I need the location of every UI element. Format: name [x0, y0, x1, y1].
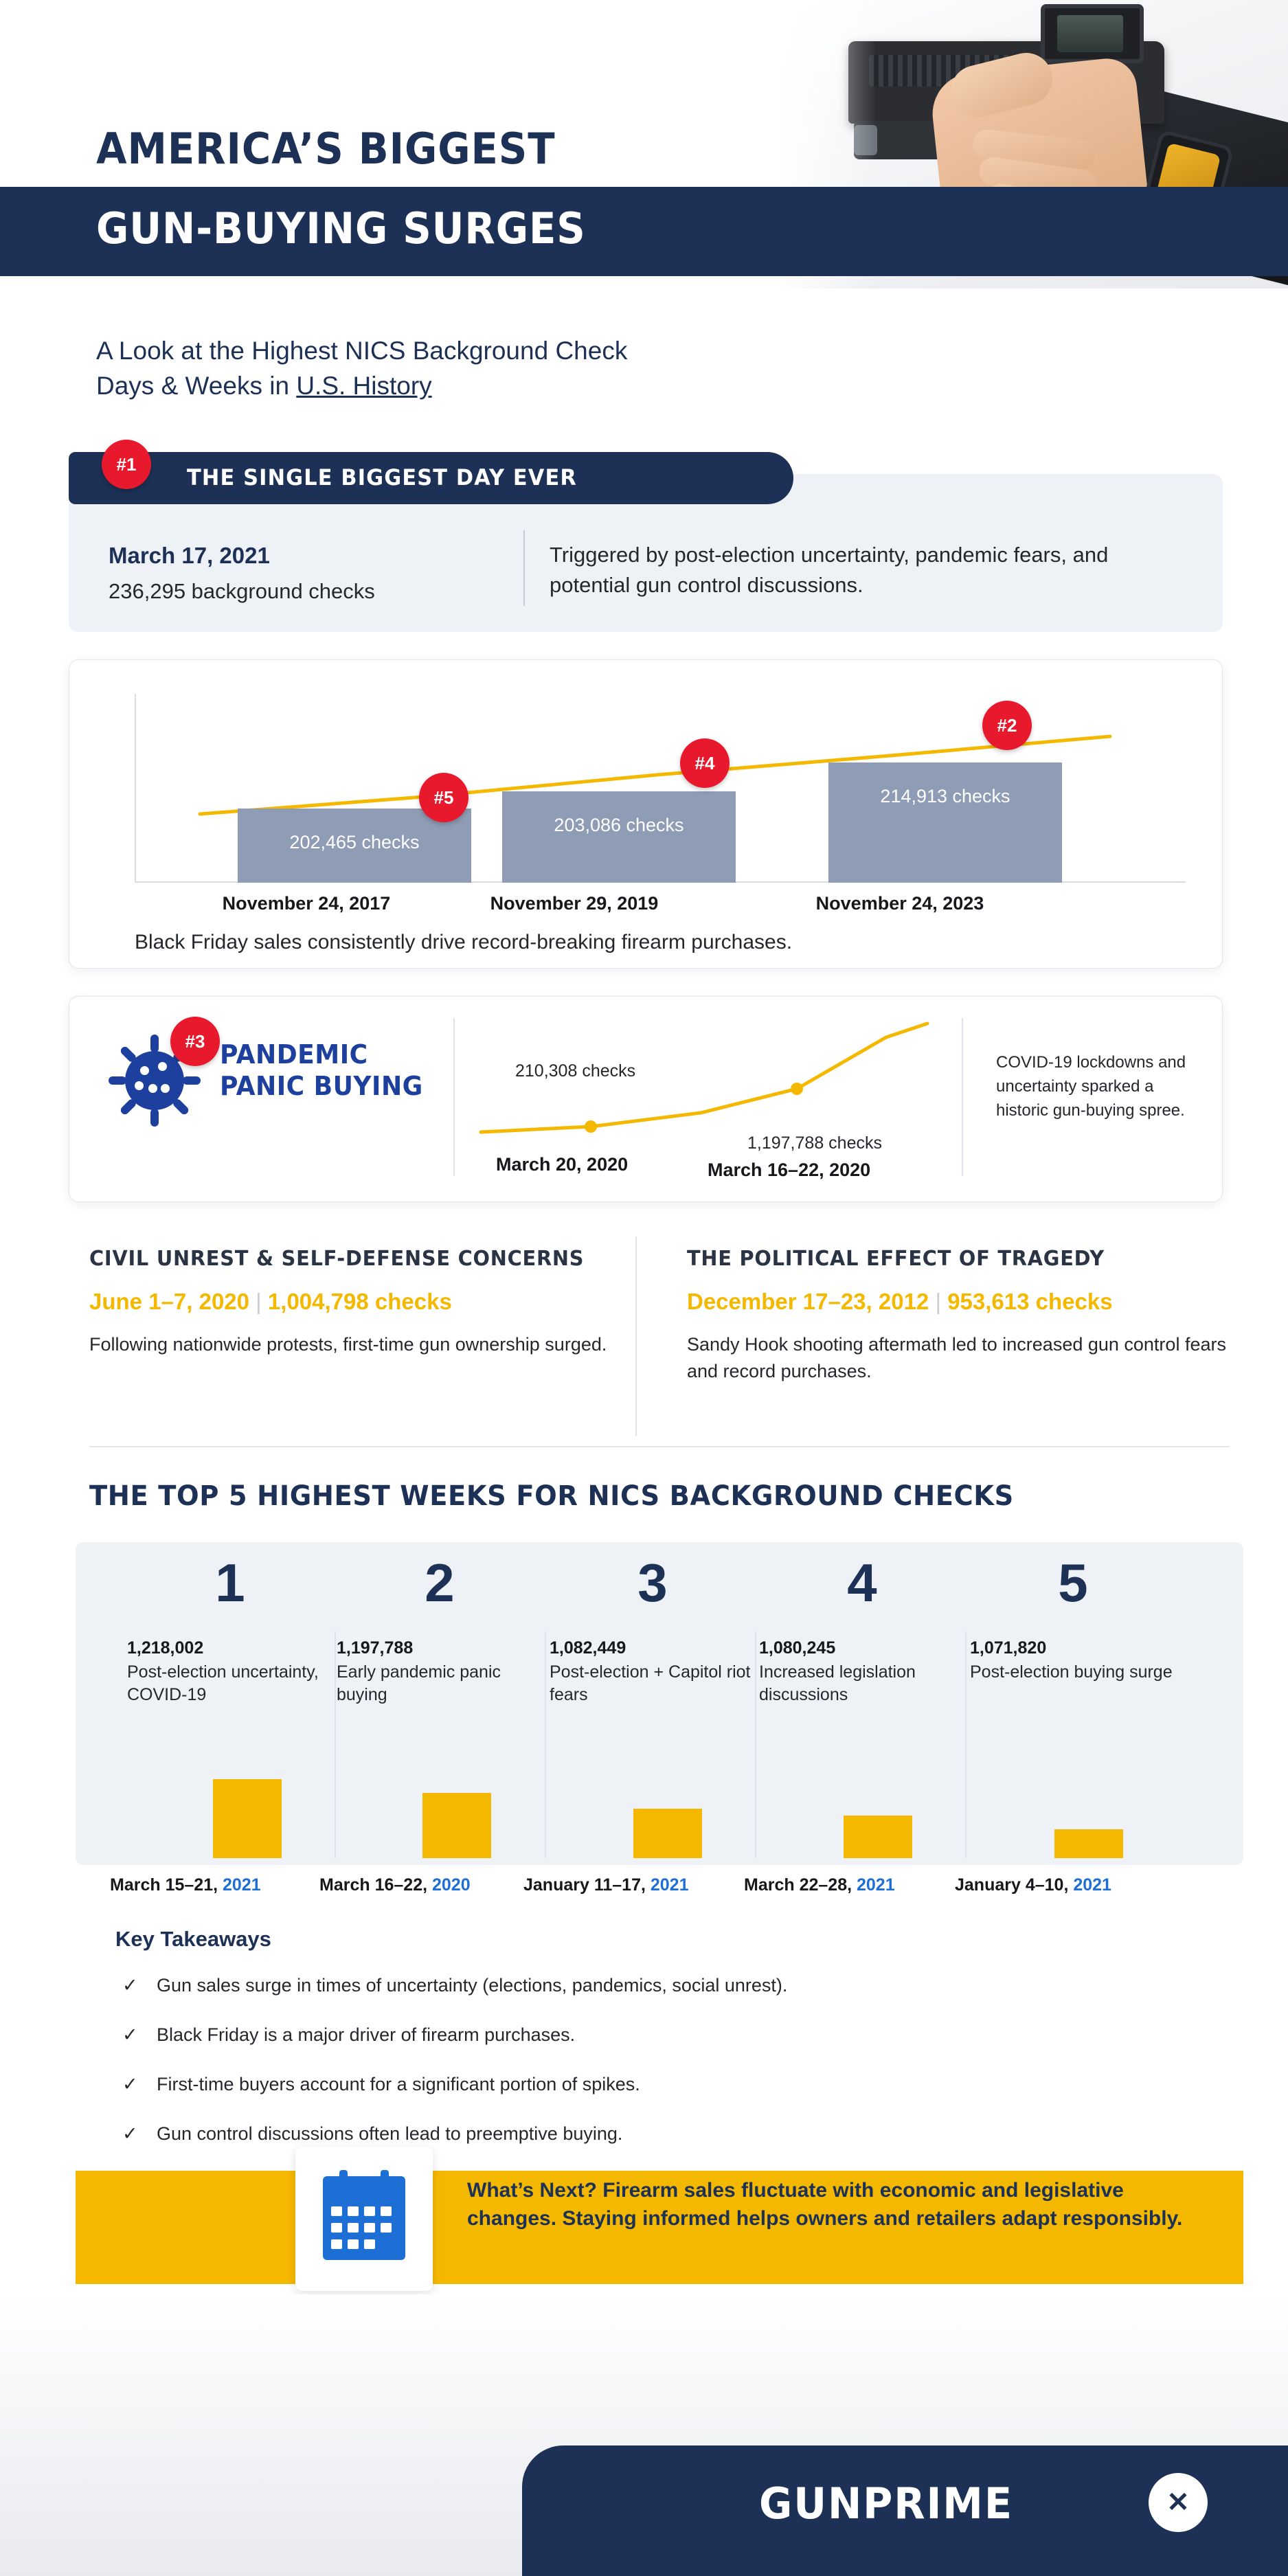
pandemic-x-label-2: March 16–22, 2020	[708, 1160, 871, 1180]
top5-number-1: 1,218,002	[127, 1638, 204, 1658]
takeaway-item-3: First-time buyers account for a significant portion of spikes.	[157, 2074, 640, 2094]
subtitle-line2-plain: Days & Weeks in	[96, 372, 297, 400]
top5-column-3	[550, 1552, 756, 1706]
takeaway-item-2: Black Friday is a major driver of firearm purchases.	[157, 2024, 576, 2045]
top5-bar-4	[844, 1816, 912, 1858]
civil-unrest-title: CIVIL UNREST & SELF-DEFENSE CONCERNS	[89, 1247, 585, 1271]
political-tragedy-stat	[687, 1289, 1230, 1315]
top5-xlabel-5-text: January 4–10,	[955, 1875, 1074, 1895]
civil-unrest-date: June 1–7, 2020	[89, 1289, 249, 1314]
top5-rank-4: 4	[847, 1552, 877, 1613]
subtitle-line-2	[96, 368, 811, 403]
optic-glass	[1057, 15, 1123, 52]
biggest-day-header-label: THE SINGLE BIGGEST DAY EVER	[187, 464, 577, 490]
x-label-2023: November 24, 2023	[815, 893, 984, 914]
political-tragedy-title: THE POLITICAL EFFECT OF TRAGEDY	[687, 1247, 1105, 1271]
top5-xlabel-2-text: March 16–22,	[319, 1875, 432, 1895]
divider	[635, 1236, 637, 1436]
top5-xlabel-3	[523, 1875, 689, 1895]
top5-column-5	[970, 1552, 1176, 1684]
top5-xlabel-2	[319, 1875, 471, 1895]
bar-2019	[502, 791, 736, 883]
takeaway-item-1: Gun sales surge in times of uncertainty (elections, pandemics, social unrest).	[157, 1975, 788, 1996]
top5-number-2: 1,197,788	[337, 1638, 414, 1658]
top5-desc-3: Post-election + Capitol riot fears	[550, 1662, 751, 1704]
pandemic-title	[220, 1039, 423, 1103]
check-icon: ✓	[122, 2123, 138, 2144]
top5-xlabel-5-year: 2021	[1073, 1875, 1111, 1895]
top5-desc-1: Post-election uncertainty, COVID-19	[127, 1662, 319, 1704]
bar-2023	[828, 762, 1062, 883]
top5-xlabel-5	[955, 1875, 1111, 1895]
civil-unrest-value: 1,004,798 checks	[267, 1289, 452, 1314]
top5-rank-1: 1	[215, 1552, 245, 1613]
rank-badge-2: #2	[982, 701, 1032, 750]
subtitle-line-1: A Look at the Highest NICS Background Check	[96, 337, 628, 365]
political-tragedy-value: 953,613 checks	[947, 1289, 1113, 1314]
page-title-line1: AMERICA’S BIGGEST	[96, 124, 556, 174]
top5-bar-5	[1054, 1829, 1123, 1858]
top5-rank-2: 2	[425, 1552, 455, 1613]
x-label-2019: November 29, 2019	[490, 893, 659, 914]
top5-bar-3	[633, 1809, 702, 1858]
top5-xlabel-3-text: January 11–17,	[523, 1875, 651, 1895]
bar-label-2019: 203,086 checks	[554, 815, 684, 835]
top5-xlabel-4-text: March 22–28,	[744, 1875, 857, 1895]
pandemic-description: COVID-19 lockdowns and uncertainty sparked a historic gun-buying spree.	[996, 1053, 1186, 1120]
top5-xlabel-2-year: 2020	[432, 1875, 471, 1895]
pandemic-point-label-2: 1,197,788 checks	[747, 1133, 882, 1153]
top5-bar-2	[422, 1793, 491, 1858]
top5-xlabel-1-year: 2021	[223, 1875, 261, 1895]
rank-badge-4: #4	[680, 738, 730, 788]
divider	[962, 1018, 963, 1176]
divider	[89, 1446, 1230, 1447]
top5-xlabel-3-year: 2021	[650, 1875, 689, 1895]
political-tragedy-block	[687, 1247, 1230, 1385]
separator: |	[929, 1289, 948, 1314]
bar-label-2017: 202,465 checks	[289, 832, 420, 852]
top5-number-5: 1,071,820	[970, 1638, 1047, 1658]
top5-number-3: 1,082,449	[550, 1638, 626, 1658]
biggest-day-date: March 17, 2021	[109, 543, 270, 568]
key-takeaways-title: Key Takeaways	[115, 1927, 271, 1951]
pandemic-line	[474, 1017, 941, 1147]
black-friday-caption: Black Friday sales consistently drive record-breaking firearm purchases.	[135, 931, 793, 953]
divider	[523, 530, 525, 606]
top5-bars	[76, 1717, 1243, 1858]
biggest-day-checks: 236,295 background checks	[109, 579, 375, 603]
page-subtitle	[96, 333, 811, 403]
top5-desc-2: Early pandemic panic buying	[337, 1662, 501, 1704]
top5-column-4	[759, 1552, 965, 1706]
top5-column-1	[127, 1552, 333, 1706]
pandemic-title-line1: PANDEMIC	[220, 1039, 368, 1070]
civil-unrest-stat	[89, 1289, 625, 1315]
biggest-day-description: Triggered by post-election uncertainty, pandemic fears, and potential gun control discussions.	[550, 543, 1109, 598]
pandemic-point-label-1: 210,308 checks	[515, 1061, 636, 1081]
separator: |	[249, 1289, 268, 1314]
calendar-icon	[323, 2176, 405, 2260]
brand-wordmark: GUNPRIME	[759, 2478, 1013, 2529]
top5-xlabel-4	[744, 1875, 895, 1895]
cta-text: What’s Next? Firearm sales fluctuate with economic and legislative changes. Staying informed helps owners and retailers adapt responsibly.	[467, 2179, 1183, 2230]
top5-desc-4: Increased legislation discussions	[759, 1662, 916, 1704]
top5-xlabel-1-text: March 15–21,	[110, 1875, 223, 1895]
rank-badge-5: #5	[419, 773, 468, 822]
check-icon: ✓	[122, 2074, 138, 2094]
page-title-line2: GUN-BUYING SURGES	[96, 203, 586, 253]
check-icon: ✓	[122, 1975, 138, 1996]
top5-xlabel-1	[110, 1875, 261, 1895]
divider	[453, 1018, 455, 1176]
calendar-header	[323, 2176, 405, 2197]
rank-badge-1: #1	[102, 440, 151, 489]
pandemic-title-line2: PANIC BUYING	[220, 1071, 423, 1102]
top5-number-4: 1,080,245	[759, 1638, 836, 1658]
check-icon: ✓	[122, 2024, 138, 2045]
political-tragedy-description: Sandy Hook shooting aftermath led to increased gun control fears and record purchases.	[687, 1334, 1226, 1382]
pandemic-x-label-1: March 20, 2020	[496, 1154, 629, 1175]
brand-x-icon: ✕	[1166, 2487, 1190, 2518]
top5-title: THE TOP 5 HIGHEST WEEKS FOR NICS BACKGROUND CHECKS	[89, 1480, 1014, 1512]
civil-unrest-description: Following nationwide protests, first-time gun ownership surged.	[89, 1334, 607, 1355]
top5-bar-1	[213, 1779, 282, 1858]
top5-rank-3: 3	[637, 1552, 668, 1613]
top5-xlabel-4-year: 2021	[857, 1875, 895, 1895]
x-label-2017: November 24, 2017	[222, 893, 391, 914]
political-tragedy-date: December 17–23, 2012	[687, 1289, 929, 1314]
rank-badge-3: #3	[170, 1017, 220, 1066]
civil-unrest-block	[89, 1247, 625, 1358]
top5-rank-5: 5	[1058, 1552, 1088, 1613]
top5-desc-5: Post-election buying surge	[970, 1662, 1173, 1682]
pandemic-chart	[474, 1017, 941, 1147]
calendar-body	[323, 2197, 405, 2260]
bar-label-2023: 214,913 checks	[880, 786, 1010, 806]
subtitle-link-us-history[interactable]: U.S. History	[296, 372, 432, 400]
top5-column-2	[337, 1552, 543, 1706]
takeaway-item-4: Gun control discussions often lead to preemptive buying.	[157, 2123, 623, 2144]
